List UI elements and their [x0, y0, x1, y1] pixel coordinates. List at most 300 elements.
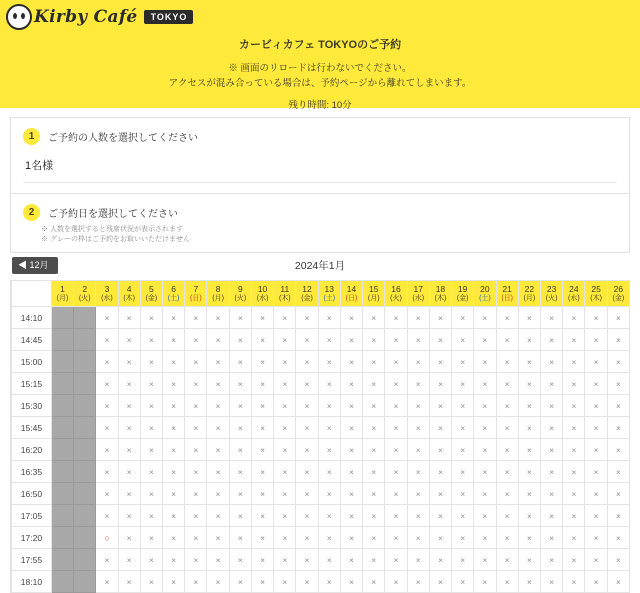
slot-unavailable[interactable]: ×: [229, 329, 251, 351]
slot-unavailable[interactable]: ×: [296, 417, 318, 439]
slot-unavailable[interactable]: ×: [340, 571, 362, 593]
slot-unavailable[interactable]: ×: [452, 571, 474, 593]
slot-unavailable[interactable]: ×: [563, 351, 585, 373]
slot-unavailable[interactable]: ×: [318, 571, 340, 593]
slot-unavailable[interactable]: ×: [163, 307, 185, 329]
slot-unavailable[interactable]: ×: [385, 549, 407, 571]
day-header-21[interactable]: [496, 281, 518, 307]
slot-unavailable[interactable]: ×: [274, 329, 296, 351]
slot-unavailable[interactable]: ×: [518, 505, 540, 527]
slot-unavailable[interactable]: ×: [541, 417, 563, 439]
slot-unavailable[interactable]: ×: [518, 527, 540, 549]
slot-unavailable[interactable]: ×: [541, 461, 563, 483]
slot-unavailable[interactable]: ×: [163, 527, 185, 549]
slot-unavailable[interactable]: ×: [163, 505, 185, 527]
slot-unavailable[interactable]: ×: [563, 549, 585, 571]
day-header-16[interactable]: [385, 281, 407, 307]
slot-unavailable[interactable]: ×: [274, 351, 296, 373]
slot-unavailable[interactable]: ×: [318, 483, 340, 505]
slot-unavailable[interactable]: ×: [296, 329, 318, 351]
day-header-19[interactable]: [452, 281, 474, 307]
slot-unavailable[interactable]: ×: [518, 373, 540, 395]
slot-unavailable[interactable]: ×: [452, 505, 474, 527]
slot-unavailable[interactable]: ×: [251, 549, 273, 571]
day-header-2[interactable]: [74, 281, 96, 307]
slot-unavailable[interactable]: ×: [118, 439, 140, 461]
slot-unavailable[interactable]: ×: [296, 549, 318, 571]
slot-unavailable[interactable]: ×: [407, 373, 429, 395]
slot-unavailable[interactable]: ×: [385, 483, 407, 505]
slot-unavailable[interactable]: ×: [385, 439, 407, 461]
slot-unavailable[interactable]: ×: [585, 329, 607, 351]
slot-unavailable[interactable]: ×: [163, 461, 185, 483]
slot-unavailable[interactable]: ×: [274, 483, 296, 505]
slot-unavailable[interactable]: ×: [407, 417, 429, 439]
slot-unavailable[interactable]: ×: [118, 417, 140, 439]
slot-unavailable[interactable]: ×: [363, 373, 385, 395]
slot-unavailable[interactable]: ×: [96, 329, 118, 351]
slot-unavailable[interactable]: ×: [496, 439, 518, 461]
slot-unavailable[interactable]: ×: [96, 351, 118, 373]
slot-unavailable[interactable]: ×: [274, 395, 296, 417]
slot-unavailable[interactable]: ×: [140, 329, 162, 351]
day-header-13[interactable]: [318, 281, 340, 307]
slot-unavailable[interactable]: ×: [452, 439, 474, 461]
slot-unavailable[interactable]: ×: [407, 461, 429, 483]
slot-unavailable[interactable]: ×: [185, 571, 207, 593]
slot-unavailable[interactable]: ×: [251, 483, 273, 505]
slot-unavailable[interactable]: ×: [185, 527, 207, 549]
slot-unavailable[interactable]: ×: [340, 307, 362, 329]
slot-unavailable[interactable]: ×: [585, 439, 607, 461]
day-header-4[interactable]: [118, 281, 140, 307]
slot-unavailable[interactable]: ×: [452, 329, 474, 351]
slot-unavailable[interactable]: ×: [429, 483, 451, 505]
slot-unavailable[interactable]: ×: [163, 351, 185, 373]
slot-unavailable[interactable]: ×: [541, 527, 563, 549]
slot-unavailable[interactable]: ×: [518, 329, 540, 351]
slot-unavailable[interactable]: ×: [207, 373, 229, 395]
day-header-20[interactable]: [474, 281, 496, 307]
slot-unavailable[interactable]: ×: [96, 461, 118, 483]
slot-unavailable[interactable]: ×: [496, 351, 518, 373]
slot-unavailable[interactable]: ×: [140, 483, 162, 505]
slot-unavailable[interactable]: ×: [274, 439, 296, 461]
slot-unavailable[interactable]: ×: [429, 373, 451, 395]
slot-unavailable[interactable]: ×: [163, 439, 185, 461]
slot-unavailable[interactable]: ×: [185, 461, 207, 483]
slot-unavailable[interactable]: ×: [496, 417, 518, 439]
slot-unavailable[interactable]: ×: [429, 549, 451, 571]
slot-unavailable[interactable]: ×: [518, 307, 540, 329]
slot-unavailable[interactable]: ×: [185, 439, 207, 461]
slot-unavailable[interactable]: ×: [607, 417, 629, 439]
slot-unavailable[interactable]: ×: [429, 571, 451, 593]
slot-unavailable[interactable]: ×: [296, 571, 318, 593]
slot-unavailable[interactable]: ×: [407, 549, 429, 571]
slot-unavailable[interactable]: ×: [251, 329, 273, 351]
slot-unavailable[interactable]: ×: [363, 505, 385, 527]
slot-unavailable[interactable]: ×: [118, 483, 140, 505]
slot-unavailable[interactable]: ×: [518, 461, 540, 483]
slot-unavailable[interactable]: ×: [229, 439, 251, 461]
slot-unavailable[interactable]: ×: [207, 329, 229, 351]
slot-unavailable[interactable]: ×: [207, 461, 229, 483]
slot-unavailable[interactable]: ×: [429, 439, 451, 461]
slot-unavailable[interactable]: ×: [429, 527, 451, 549]
slot-unavailable[interactable]: ×: [318, 307, 340, 329]
slot-unavailable[interactable]: ×: [251, 439, 273, 461]
day-header-5[interactable]: [140, 281, 162, 307]
slot-unavailable[interactable]: ×: [585, 505, 607, 527]
slot-unavailable[interactable]: ×: [518, 439, 540, 461]
slot-unavailable[interactable]: ×: [296, 483, 318, 505]
slot-unavailable[interactable]: ×: [407, 527, 429, 549]
slot-unavailable[interactable]: ×: [474, 439, 496, 461]
slot-unavailable[interactable]: ×: [140, 351, 162, 373]
slot-unavailable[interactable]: ×: [429, 461, 451, 483]
slot-unavailable[interactable]: ×: [251, 417, 273, 439]
slot-unavailable[interactable]: ×: [229, 505, 251, 527]
day-header-1[interactable]: [51, 281, 73, 307]
slot-unavailable[interactable]: ×: [607, 351, 629, 373]
slot-unavailable[interactable]: ×: [185, 395, 207, 417]
day-header-24[interactable]: [563, 281, 585, 307]
slot-unavailable[interactable]: ×: [518, 395, 540, 417]
slot-unavailable[interactable]: ×: [296, 461, 318, 483]
day-header-6[interactable]: [163, 281, 185, 307]
slot-unavailable[interactable]: ×: [607, 505, 629, 527]
slot-unavailable[interactable]: ×: [163, 549, 185, 571]
slot-unavailable[interactable]: ×: [385, 505, 407, 527]
slot-unavailable[interactable]: ×: [207, 351, 229, 373]
slot-unavailable[interactable]: ×: [607, 395, 629, 417]
slot-unavailable[interactable]: ×: [274, 461, 296, 483]
slot-unavailable[interactable]: ×: [585, 483, 607, 505]
day-header-11[interactable]: [274, 281, 296, 307]
slot-unavailable[interactable]: ×: [541, 307, 563, 329]
slot-unavailable[interactable]: ×: [163, 329, 185, 351]
day-header-12[interactable]: [296, 281, 318, 307]
slot-unavailable[interactable]: ×: [340, 461, 362, 483]
slot-unavailable[interactable]: ×: [585, 373, 607, 395]
day-header-15[interactable]: [363, 281, 385, 307]
slot-unavailable[interactable]: ×: [118, 329, 140, 351]
slot-unavailable[interactable]: ×: [296, 373, 318, 395]
prev-month-button[interactable]: ◀ 12月: [12, 257, 58, 274]
slot-available[interactable]: ○: [96, 527, 118, 549]
slot-unavailable[interactable]: ×: [251, 307, 273, 329]
slot-unavailable[interactable]: ×: [452, 549, 474, 571]
slot-unavailable[interactable]: ×: [163, 571, 185, 593]
slot-unavailable[interactable]: ×: [607, 373, 629, 395]
slot-unavailable[interactable]: ×: [274, 307, 296, 329]
slot-unavailable[interactable]: ×: [563, 483, 585, 505]
slot-unavailable[interactable]: ×: [229, 527, 251, 549]
slot-unavailable[interactable]: ×: [318, 329, 340, 351]
slot-unavailable[interactable]: ×: [118, 395, 140, 417]
guest-count-select[interactable]: 1名様: [23, 153, 617, 183]
slot-unavailable[interactable]: ×: [407, 307, 429, 329]
slot-unavailable[interactable]: ×: [563, 461, 585, 483]
slot-unavailable[interactable]: ×: [563, 329, 585, 351]
slot-unavailable[interactable]: ×: [429, 505, 451, 527]
slot-unavailable[interactable]: ×: [340, 351, 362, 373]
slot-unavailable[interactable]: ×: [607, 307, 629, 329]
slot-unavailable[interactable]: ×: [607, 329, 629, 351]
slot-unavailable[interactable]: ×: [474, 483, 496, 505]
slot-unavailable[interactable]: ×: [474, 505, 496, 527]
slot-unavailable[interactable]: ×: [474, 351, 496, 373]
slot-unavailable[interactable]: ×: [296, 351, 318, 373]
slot-unavailable[interactable]: ×: [363, 417, 385, 439]
slot-unavailable[interactable]: ×: [207, 395, 229, 417]
slot-unavailable[interactable]: ×: [163, 395, 185, 417]
slot-unavailable[interactable]: ×: [229, 395, 251, 417]
slot-unavailable[interactable]: ×: [140, 395, 162, 417]
slot-unavailable[interactable]: ×: [96, 505, 118, 527]
slot-unavailable[interactable]: ×: [229, 483, 251, 505]
slot-unavailable[interactable]: ×: [541, 395, 563, 417]
slot-unavailable[interactable]: ×: [585, 549, 607, 571]
slot-unavailable[interactable]: ×: [607, 527, 629, 549]
slot-unavailable[interactable]: ×: [340, 395, 362, 417]
slot-unavailable[interactable]: ×: [185, 549, 207, 571]
slot-unavailable[interactable]: ×: [207, 417, 229, 439]
slot-unavailable[interactable]: ×: [229, 307, 251, 329]
slot-unavailable[interactable]: ×: [340, 439, 362, 461]
slot-unavailable[interactable]: ×: [563, 439, 585, 461]
slot-unavailable[interactable]: ×: [385, 527, 407, 549]
slot-unavailable[interactable]: ×: [96, 483, 118, 505]
slot-unavailable[interactable]: ×: [296, 527, 318, 549]
slot-unavailable[interactable]: ×: [251, 505, 273, 527]
slot-unavailable[interactable]: ×: [474, 417, 496, 439]
slot-unavailable[interactable]: ×: [607, 483, 629, 505]
slot-unavailable[interactable]: ×: [274, 505, 296, 527]
slot-unavailable[interactable]: ×: [96, 571, 118, 593]
day-header-9[interactable]: [229, 281, 251, 307]
slot-unavailable[interactable]: ×: [496, 307, 518, 329]
slot-unavailable[interactable]: ×: [318, 373, 340, 395]
slot-unavailable[interactable]: ×: [340, 527, 362, 549]
slot-unavailable[interactable]: ×: [363, 351, 385, 373]
slot-unavailable[interactable]: ×: [140, 549, 162, 571]
slot-unavailable[interactable]: ×: [229, 373, 251, 395]
slot-unavailable[interactable]: ×: [496, 549, 518, 571]
slot-unavailable[interactable]: ×: [363, 395, 385, 417]
slot-unavailable[interactable]: ×: [585, 527, 607, 549]
slot-unavailable[interactable]: ×: [207, 483, 229, 505]
slot-unavailable[interactable]: ×: [452, 351, 474, 373]
slot-unavailable[interactable]: ×: [429, 329, 451, 351]
slot-unavailable[interactable]: ×: [251, 527, 273, 549]
slot-unavailable[interactable]: ×: [251, 373, 273, 395]
day-header-22[interactable]: [518, 281, 540, 307]
day-header-10[interactable]: [251, 281, 273, 307]
slot-unavailable[interactable]: ×: [607, 571, 629, 593]
slot-unavailable[interactable]: ×: [452, 483, 474, 505]
slot-unavailable[interactable]: ×: [385, 417, 407, 439]
slot-unavailable[interactable]: ×: [496, 329, 518, 351]
slot-unavailable[interactable]: ×: [496, 505, 518, 527]
slot-unavailable[interactable]: ×: [541, 439, 563, 461]
slot-unavailable[interactable]: ×: [518, 351, 540, 373]
slot-unavailable[interactable]: ×: [385, 307, 407, 329]
slot-unavailable[interactable]: ×: [96, 307, 118, 329]
slot-unavailable[interactable]: ×: [118, 461, 140, 483]
slot-unavailable[interactable]: ×: [607, 549, 629, 571]
day-header-7[interactable]: [185, 281, 207, 307]
slot-unavailable[interactable]: ×: [452, 395, 474, 417]
slot-unavailable[interactable]: ×: [541, 505, 563, 527]
slot-unavailable[interactable]: ×: [474, 307, 496, 329]
slot-unavailable[interactable]: ×: [140, 307, 162, 329]
slot-unavailable[interactable]: ×: [496, 483, 518, 505]
slot-unavailable[interactable]: ×: [541, 351, 563, 373]
day-header-23[interactable]: [541, 281, 563, 307]
slot-unavailable[interactable]: ×: [585, 417, 607, 439]
slot-unavailable[interactable]: ×: [363, 571, 385, 593]
slot-unavailable[interactable]: ×: [140, 505, 162, 527]
slot-unavailable[interactable]: ×: [363, 329, 385, 351]
day-header-3[interactable]: [96, 281, 118, 307]
slot-unavailable[interactable]: ×: [251, 395, 273, 417]
slot-unavailable[interactable]: ×: [163, 373, 185, 395]
slot-unavailable[interactable]: ×: [274, 571, 296, 593]
slot-unavailable[interactable]: ×: [541, 549, 563, 571]
slot-unavailable[interactable]: ×: [496, 527, 518, 549]
slot-unavailable[interactable]: ×: [318, 461, 340, 483]
slot-unavailable[interactable]: ×: [474, 571, 496, 593]
slot-unavailable[interactable]: ×: [340, 505, 362, 527]
slot-unavailable[interactable]: ×: [452, 461, 474, 483]
slot-unavailable[interactable]: ×: [452, 373, 474, 395]
day-header-17[interactable]: [407, 281, 429, 307]
slot-unavailable[interactable]: ×: [185, 483, 207, 505]
slot-unavailable[interactable]: ×: [474, 549, 496, 571]
slot-unavailable[interactable]: ×: [207, 505, 229, 527]
slot-unavailable[interactable]: ×: [407, 329, 429, 351]
slot-unavailable[interactable]: ×: [118, 527, 140, 549]
slot-unavailable[interactable]: ×: [140, 527, 162, 549]
slot-unavailable[interactable]: ×: [452, 307, 474, 329]
slot-unavailable[interactable]: ×: [474, 461, 496, 483]
slot-unavailable[interactable]: ×: [185, 307, 207, 329]
slot-unavailable[interactable]: ×: [296, 307, 318, 329]
slot-unavailable[interactable]: ×: [140, 439, 162, 461]
slot-unavailable[interactable]: ×: [563, 373, 585, 395]
slot-unavailable[interactable]: ×: [385, 461, 407, 483]
slot-unavailable[interactable]: ×: [585, 395, 607, 417]
slot-unavailable[interactable]: ×: [452, 527, 474, 549]
slot-unavailable[interactable]: ×: [185, 417, 207, 439]
slot-unavailable[interactable]: ×: [518, 549, 540, 571]
slot-unavailable[interactable]: ×: [563, 571, 585, 593]
slot-unavailable[interactable]: ×: [185, 329, 207, 351]
availability-grid-wrapper[interactable]: [10, 280, 630, 593]
slot-unavailable[interactable]: ×: [207, 307, 229, 329]
slot-unavailable[interactable]: ×: [563, 395, 585, 417]
slot-unavailable[interactable]: ×: [407, 505, 429, 527]
slot-unavailable[interactable]: ×: [207, 527, 229, 549]
site-logo[interactable]: [6, 4, 193, 30]
day-header-8[interactable]: [207, 281, 229, 307]
slot-unavailable[interactable]: ×: [207, 571, 229, 593]
slot-unavailable[interactable]: ×: [429, 395, 451, 417]
slot-unavailable[interactable]: ×: [363, 439, 385, 461]
slot-unavailable[interactable]: ×: [118, 571, 140, 593]
slot-unavailable[interactable]: ×: [296, 439, 318, 461]
slot-unavailable[interactable]: ×: [140, 417, 162, 439]
slot-unavailable[interactable]: ×: [429, 307, 451, 329]
day-header-18[interactable]: [429, 281, 451, 307]
slot-unavailable[interactable]: ×: [229, 461, 251, 483]
slot-unavailable[interactable]: ×: [274, 373, 296, 395]
slot-unavailable[interactable]: ×: [185, 351, 207, 373]
slot-unavailable[interactable]: ×: [474, 527, 496, 549]
slot-unavailable[interactable]: ×: [474, 329, 496, 351]
slot-unavailable[interactable]: ×: [496, 461, 518, 483]
slot-unavailable[interactable]: ×: [563, 505, 585, 527]
slot-unavailable[interactable]: ×: [585, 351, 607, 373]
slot-unavailable[interactable]: ×: [541, 571, 563, 593]
slot-unavailable[interactable]: ×: [407, 351, 429, 373]
slot-unavailable[interactable]: ×: [229, 351, 251, 373]
slot-unavailable[interactable]: ×: [340, 329, 362, 351]
slot-unavailable[interactable]: ×: [118, 373, 140, 395]
slot-unavailable[interactable]: ×: [140, 571, 162, 593]
slot-unavailable[interactable]: ×: [340, 483, 362, 505]
slot-unavailable[interactable]: ×: [363, 483, 385, 505]
slot-unavailable[interactable]: ×: [385, 571, 407, 593]
slot-unavailable[interactable]: ×: [163, 417, 185, 439]
slot-unavailable[interactable]: ×: [474, 395, 496, 417]
slot-unavailable[interactable]: ×: [140, 461, 162, 483]
slot-unavailable[interactable]: ×: [518, 483, 540, 505]
slot-unavailable[interactable]: ×: [96, 395, 118, 417]
slot-unavailable[interactable]: ×: [96, 549, 118, 571]
slot-unavailable[interactable]: ×: [118, 307, 140, 329]
slot-unavailable[interactable]: ×: [229, 571, 251, 593]
slot-unavailable[interactable]: ×: [340, 373, 362, 395]
slot-unavailable[interactable]: ×: [363, 307, 385, 329]
slot-unavailable[interactable]: ×: [363, 527, 385, 549]
slot-unavailable[interactable]: ×: [274, 549, 296, 571]
slot-unavailable[interactable]: ×: [340, 417, 362, 439]
slot-unavailable[interactable]: ×: [185, 373, 207, 395]
slot-unavailable[interactable]: ×: [207, 549, 229, 571]
slot-unavailable[interactable]: ×: [118, 351, 140, 373]
slot-unavailable[interactable]: ×: [607, 461, 629, 483]
slot-unavailable[interactable]: ×: [318, 439, 340, 461]
slot-unavailable[interactable]: ×: [518, 417, 540, 439]
slot-unavailable[interactable]: ×: [96, 373, 118, 395]
slot-unavailable[interactable]: ×: [496, 571, 518, 593]
slot-unavailable[interactable]: ×: [541, 483, 563, 505]
slot-unavailable[interactable]: ×: [96, 417, 118, 439]
slot-unavailable[interactable]: ×: [407, 483, 429, 505]
slot-unavailable[interactable]: ×: [274, 417, 296, 439]
slot-unavailable[interactable]: ×: [429, 417, 451, 439]
slot-unavailable[interactable]: ×: [251, 571, 273, 593]
slot-unavailable[interactable]: ×: [407, 571, 429, 593]
day-header-14[interactable]: [340, 281, 362, 307]
slot-unavailable[interactable]: ×: [118, 505, 140, 527]
slot-unavailable[interactable]: ×: [607, 439, 629, 461]
slot-unavailable[interactable]: ×: [140, 373, 162, 395]
slot-unavailable[interactable]: ×: [518, 571, 540, 593]
